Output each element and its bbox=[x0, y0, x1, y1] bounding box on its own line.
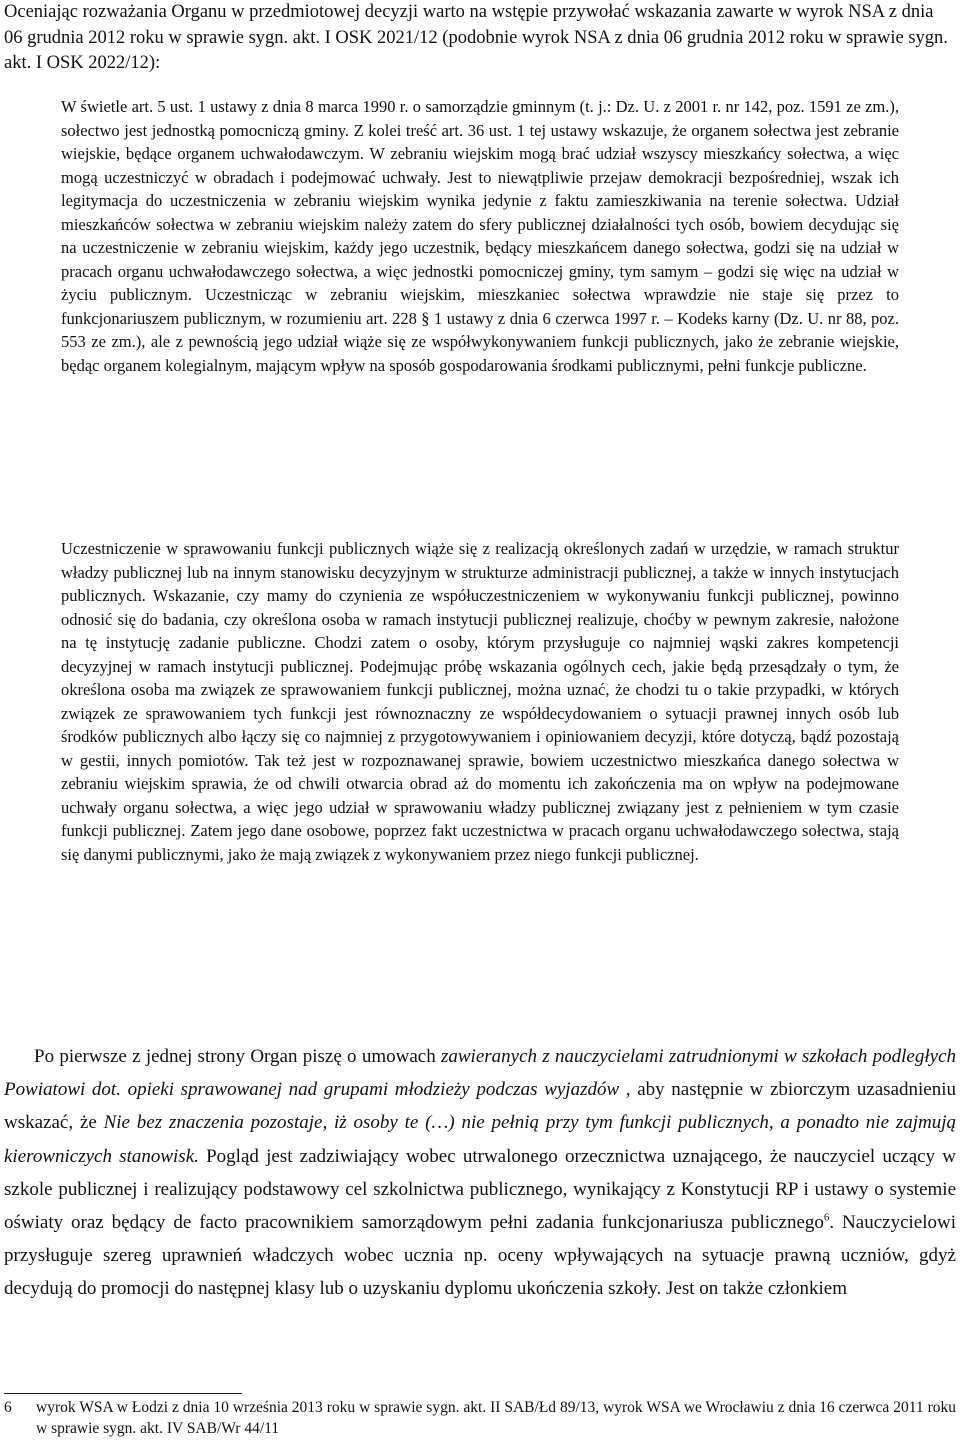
body-italic-2: Nie bez znaczenia pozostaje, iż osoby te (…) nie pełnią przy tym funkcji publicznych, a ponadto nie zajmują kierowniczych stanowisk. bbox=[4, 1112, 956, 1167]
footnote-separator bbox=[4, 1393, 242, 1394]
body-text-3: Pogląd jest zadziwiający wobec utrwalonego orzecznictwa uznającego, że nauczyciel uczący w szkole publicznej i realizujący podstawowy cel szkolnictwa publicznego, wynikający z Konstytucji RP i ustawy o systemie oświaty oraz będący de facto pracownikiem samorządowym pełni zadania funkcjonariusza publicznego bbox=[4, 1145, 956, 1234]
body-text-2: , aby następnie w zbiorczym uzasadnieniu wskazać, że bbox=[4, 1079, 956, 1134]
footnote-number: 6 bbox=[4, 1399, 12, 1416]
body-paragraph bbox=[4, 1040, 956, 1306]
intro-paragraph: Oceniając rozważania Organu w przedmiotowej decyzji warto na wstępie przywołać wskazania zawarte w wyrok NSA z dnia 06 grudnia 2012 roku w sprawie sygn. akt. I OSK 2021/12 (podobnie wyrok NSA z dnia 06 grudnia 2012 roku w sprawie sygn. akt. I OSK 2022/12): bbox=[4, 2, 948, 73]
body-text-4: . Nauczycielowi przysługuje szereg uprawnień władczych wobec ucznia np. oceny wpływających na sytuacje prawną uczniów, gdyż decydują do promocji do następnej klasy lub o uzyskaniu dyplomu ukończenia szkoły. Jest on także członkiem bbox=[4, 1212, 956, 1300]
footnote-reference[interactable]: 6 bbox=[823, 1211, 830, 1224]
footnote bbox=[4, 1397, 956, 1439]
body-text-1: Po pierwsze z jednej strony Organ piszę o umowach bbox=[34, 1046, 441, 1067]
body-italic-1: zawieranych z nauczycielami zatrudnionymi w szkołach podległych Powiatowi dot. opieki sprawowanej nad grupami młodzieży podczas wyjazdów bbox=[4, 1046, 956, 1101]
block-quote-2: Uczestniczenie w sprawowaniu funkcji publicznych wiąże się z realizacją określonych zadań w urzędzie, w ramach struktur władzy publicznej lub na innym stanowisku decyzyjnym w strukturze administracji publicznej, a także w innych instytucjach publicznych. Wskazanie, czy mamy do czynienia ze współuczestniczeniem w wykonywaniu funkcji publicznej, powinno odnosić się do badania, czy określona osoba w ramach instytucji publicznej realizuje, choćby w pewnym zakresie, nałożone na tę instytucję zadanie publiczne. Chodzi zatem o osoby, którym przysługuje co najmniej wąski zakres kompetencji decyzyjnej w ramach instytucji publicznej. Podejmując próbę wskazania ogólnych cech, jakie będą przesądzały o tym, że określona osoba ma związek ze sprawowaniem funkcji publicznej, można uznać, że chodzi tu o takie przypadki, w których związek ze sprawowaniem tych funkcji jest równoznaczny ze współdecydowaniem o sytuacji prawnej innych osób lub środków publicznych albo łączy się co najmniej z przygotowywaniem i opiniowaniem decyzji, które dotyczą, bądź pozostają w gestii, innych pomiotów. Tak też jest w rozpoznawanej sprawie, bowiem uczestnictwo mieszkańca danego sołectwa w zebraniu wiejskim sprawia, że od chwili otwarcia obrad aż do momentu ich zakończenia ma on wpływ na podejmowane uchwały organu sołectwa, a więc jego udział w sprawowaniu władzy publicznej związany jest z pełnieniem w tym czasie funkcji publicznej. Zatem jego dane osobowe, poprzez fakt uczestnictwa w pracach organu uchwałodawczego sołectwa, stają się danymi publicznymi, jako że mają związek z wykonywaniem przez niego funkcji publicznej. bbox=[61, 539, 899, 864]
block-quote-1: W świetle art. 5 ust. 1 ustawy z dnia 8 marca 1990 r. o samorządzie gminnym (t. j.: Dz. U. z 2001 r. nr 142, poz. 1591 ze zm.), sołectwo jest jednostką pomocniczą gminy. Z kolei treść art. 36 ust. 1 tej ustawy wskazuje, że organem sołectwa jest zebranie wiejskie, będące organem uchwałodawczym. W zebraniu wiejskim mogą brać udział wszyscy mieszkańcy sołectwa, a więc mogą uczestniczyć w obradach i podejmować uchwały. Jest to niewątpliwie przejaw demokracji bezpośredniej, wszak ich legitymacja do uczestniczenia w zebraniu wiejskim wynika jedynie z faktu zamieszkiwania na terenie sołectwa. Udział mieszkańców sołectwa w zebraniu wiejskim należy zatem do sfery publicznej działalności tych osób, bowiem decydując się na uczestniczenie w zebraniu wiejskim, każdy jego uczestnik, będący mieszkańcem danego sołectwa, godzi się na udział w pracach organu uchwałodawczego sołectwa, a więc jednostki pomocniczej gminy, tym samym – godzi się więc na udział w życiu publicznym. Uczestnicząc w zebraniu wiejskim, mieszkaniec sołectwa wprawdzie nie staje się przez to funkcjonariuszem publicznym, w rozumieniu art. 228 § 1 ustawy z dnia 6 czerwca 1997 r. – Kodeks karny (Dz. U. nr 88, poz. 553 ze zm.), ale z pewnością jego udział wiąże się ze współwykonywaniem funkcji publicznych, jako że zebranie wiejskie, będąc organem kolegialnym, mającym wpływ na sposób gospodarowania środkami publicznymi, pełni funkcje publiczne. bbox=[61, 97, 899, 375]
footnote-text: wyrok WSA w Łodzi z dnia 10 września 2013 roku w sprawie sygn. akt. II SAB/Łd 89/13, wyrok WSA we Wrocławiu z dnia 16 czerwca 2011 roku w sprawie sygn. akt. IV SAB/Wr 44/11 bbox=[36, 1399, 956, 1437]
